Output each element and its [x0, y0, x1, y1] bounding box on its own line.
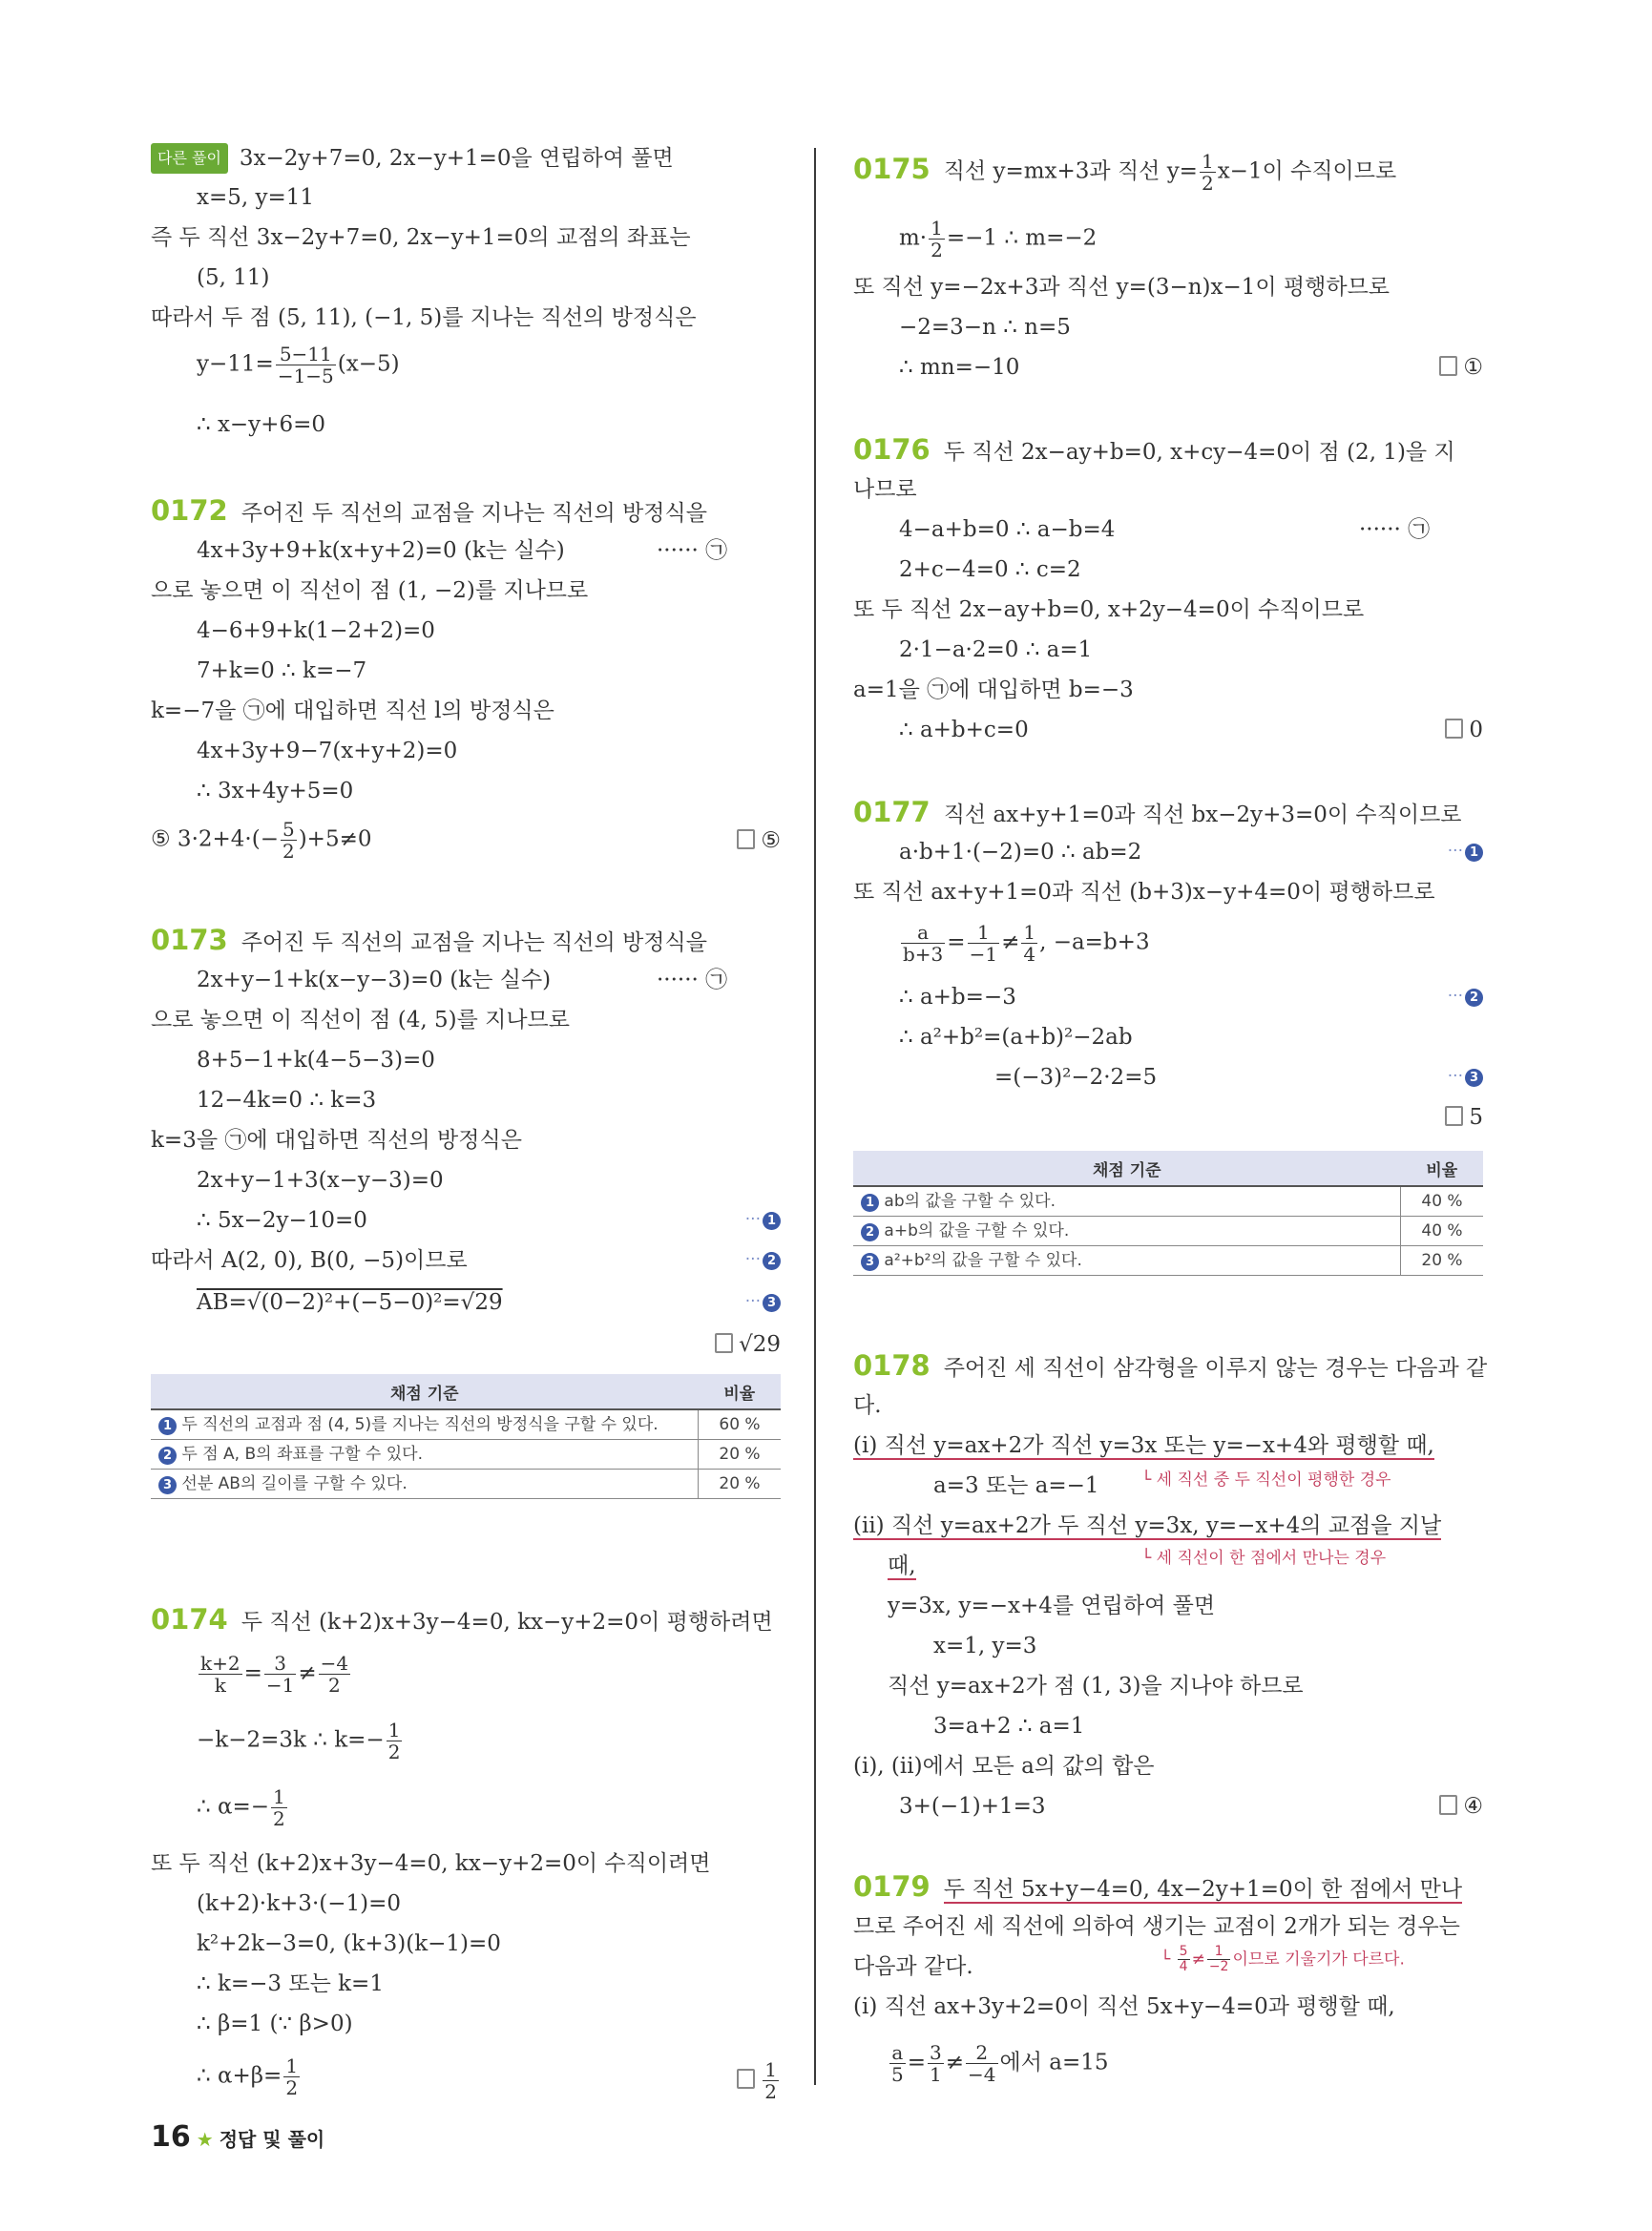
table-cell: 60 % — [699, 1409, 782, 1440]
text-line: 3+(−1)+1=3 — [899, 1794, 1046, 1819]
cell-text: 두 점 A, B의 좌표를 구할 수 있다. — [181, 1445, 423, 1464]
text: 3x−2y+7=0, 2x−y+1=0을 연립하여 풀면 — [239, 146, 674, 171]
denominator: 2 — [273, 1807, 285, 1830]
table-header: 채점 기준 — [853, 1151, 1401, 1186]
page-footer — [151, 2120, 324, 2154]
text-line: x=1, y=3 — [933, 1634, 1037, 1658]
note-text: 이므로 기울기가 다르다. — [1232, 1950, 1405, 1970]
fraction — [264, 1653, 296, 1696]
step-circle: 2 — [158, 1447, 177, 1465]
text: 직선 ax+y+1=0과 직선 bx−2y+3=0이 수직이므로 — [943, 803, 1462, 827]
text: ≠ — [945, 2050, 965, 2075]
equation-line — [151, 819, 372, 862]
numerator: 3 — [930, 2041, 942, 2064]
annotation-note: └ 세 직선 중 두 직선이 평행한 경우 — [1141, 1470, 1391, 1490]
problem-header — [151, 926, 707, 957]
answer-value: ⑤ — [761, 828, 781, 853]
text-line: 으로 놓으면 이 직선이 점 (1, −2)를 지나므로 — [151, 578, 589, 603]
denominator: 4 — [1179, 1959, 1188, 1974]
text-line: −2=3−n ∴ n=5 — [899, 315, 1071, 340]
text-line: y=3x, y=−x+4를 연립하여 풀면 — [888, 1594, 1216, 1618]
dots: ··· — [744, 1210, 761, 1229]
denominator: −2 — [1208, 1959, 1229, 1974]
numerator: 2 — [966, 2042, 997, 2064]
denominator: −1−5 — [277, 365, 334, 387]
text: ≠ — [298, 1660, 317, 1686]
text-line: 따라서 A(2, 0), B(0, −5)이므로 — [151, 1248, 468, 1273]
cell-text: 선분 AB의 길이를 구할 수 있다. — [181, 1474, 408, 1493]
text-line: 4−a+b=0 ∴ a−b=4 — [899, 517, 1116, 542]
text-line: 므로 주어진 세 직선에 의하여 생기는 교점이 2개가 되는 경우는 — [853, 1914, 1460, 1939]
table-header: 채점 기준 — [151, 1374, 699, 1409]
text-line: 8+5−1+k(4−5−3)=0 — [197, 1048, 435, 1073]
problem-number: 0173 — [151, 924, 228, 956]
table-cell — [853, 1217, 1401, 1246]
answer-icon — [1445, 719, 1463, 739]
answer — [1439, 353, 1483, 382]
text-line: x=5, y=11 — [197, 185, 315, 210]
numerator: 1 — [1201, 150, 1214, 173]
step-circle: 1 — [861, 1194, 879, 1212]
step-circle: 3 — [1465, 1069, 1483, 1087]
answer-fraction — [763, 2059, 779, 2102]
text-line: 2+c−4=0 ∴ c=2 — [899, 557, 1081, 582]
denominator: 2 — [1201, 172, 1214, 195]
numerator: 1 — [387, 1719, 401, 1741]
fraction — [283, 2055, 300, 2098]
note-fraction — [1178, 1945, 1190, 1974]
answer-value: √29 — [739, 1332, 781, 1357]
fraction — [889, 2042, 906, 2085]
text: 주어진 두 직선의 교점을 지나는 직선의 방정식을 — [240, 501, 707, 526]
dots: ··· — [1447, 842, 1463, 861]
table-row — [151, 1470, 781, 1499]
note-text: ≠ — [1191, 1950, 1205, 1970]
table-row — [853, 1217, 1483, 1246]
text: =−1 ∴ m=−2 — [946, 225, 1098, 251]
equation-line — [853, 218, 1097, 261]
table-row — [151, 1440, 781, 1470]
text-line: =(−3)²−2·2=5 — [994, 1065, 1158, 1090]
dots: ··· — [744, 1250, 761, 1269]
answer-icon — [737, 2069, 755, 2089]
denominator: b+3 — [903, 943, 944, 966]
text: 주어진 두 직선의 교점을 지나는 직선의 방정식을 — [240, 930, 707, 955]
numerator: 1 — [931, 217, 943, 240]
text-line: 또 직선 y=−2x+3과 직선 y=(3−n)x−1이 평행하므로 — [853, 275, 1391, 300]
fraction — [271, 1786, 287, 1829]
answer — [715, 1330, 781, 1359]
answer-icon — [715, 1333, 733, 1353]
table-cell — [151, 1409, 699, 1440]
step-circle: 1 — [763, 1212, 781, 1230]
text: ≠ — [1001, 929, 1020, 955]
step-circle: 1 — [158, 1417, 177, 1435]
fraction — [281, 819, 297, 862]
fraction — [1200, 151, 1216, 194]
problem-header — [151, 1605, 773, 1637]
table-cell — [853, 1186, 1401, 1217]
table-header: 비율 — [1401, 1151, 1484, 1186]
answer-value: ① — [1463, 355, 1483, 380]
underlined-text: (i) 직선 y=ax+2가 직선 y=3x 또는 y=−x+4와 평행할 때, — [853, 1433, 1434, 1458]
text-line: 따라서 두 점 (5, 11), (−1, 5)를 지나는 직선의 방정식은 — [151, 305, 697, 330]
column-divider — [814, 148, 816, 2085]
problem-number: 0174 — [151, 1603, 228, 1636]
page-number: 16 — [151, 2120, 191, 2154]
star-icon: ★ — [196, 2128, 214, 2151]
text: = — [907, 2050, 927, 2075]
table-header: 비율 — [699, 1374, 782, 1409]
denominator: 2 — [764, 2080, 777, 2103]
problem-header — [853, 151, 1396, 194]
step-marker-2 — [745, 1250, 781, 1270]
text-line: 또 두 직선 2x−ay+b=0, x+2y−4=0이 수직이므로 — [853, 597, 1365, 622]
equation-line — [853, 2042, 1109, 2085]
text-line: 또 직선 ax+y+1=0과 직선 (b+3)x−y+4=0이 평행하므로 — [853, 880, 1435, 905]
text: = — [947, 929, 966, 955]
text: m· — [899, 225, 928, 251]
text: (x−5) — [337, 351, 400, 377]
equation-line — [151, 2055, 302, 2098]
step-circle: 3 — [158, 1476, 177, 1494]
fraction — [928, 2042, 944, 2085]
text-line: 다. — [853, 1393, 882, 1418]
text: 에서 a=15 — [999, 2050, 1109, 2075]
fraction — [1021, 922, 1037, 965]
alt-solution-badge: 다른 풀이 — [151, 143, 228, 174]
text: ∴ α=− — [197, 1794, 270, 1820]
table-cell: 40 % — [1401, 1217, 1484, 1246]
table-row — [853, 1186, 1483, 1217]
text-line: (5, 11) — [197, 265, 270, 290]
denominator: −1 — [969, 943, 998, 966]
denominator: 1 — [930, 2063, 942, 2086]
cell-text: a²+b²의 값을 구할 수 있다. — [884, 1251, 1082, 1270]
fraction — [966, 2042, 997, 2085]
text-line: ∴ 3x+4y+5=0 — [197, 779, 354, 803]
underlined-text: 두 직선 5x+y−4=0, 4x−2y+1=0이 한 점에서 만나 — [943, 1877, 1463, 1902]
answer — [1439, 1792, 1483, 1821]
problem-number: 0178 — [853, 1349, 931, 1382]
text: 두 직선 (k+2)x+3y−4=0, kx−y+2=0이 평행하려면 — [240, 1610, 773, 1635]
equation-line — [151, 1653, 352, 1696]
cell-text: a+b의 값을 구할 수 있다. — [884, 1221, 1070, 1241]
text: ∴ α+β= — [197, 2063, 282, 2089]
problem-number: 0179 — [853, 1870, 931, 1903]
table-cell: 20 % — [1401, 1246, 1484, 1276]
text: = — [243, 1660, 262, 1686]
text-line — [853, 1552, 916, 1580]
text: x−1이 수직이므로 — [1217, 158, 1397, 184]
equation-line — [151, 344, 400, 386]
problem-header — [853, 1872, 1462, 1904]
text-line: AB=√(0−2)²+(−5−0)²=√29 — [197, 1290, 503, 1315]
denominator: 2 — [282, 840, 295, 863]
denominator: −1 — [265, 1674, 295, 1697]
dots: ··· — [1447, 987, 1463, 1006]
denominator: 2 — [285, 2076, 299, 2099]
fraction — [929, 218, 945, 261]
numerator: 1 — [273, 1785, 285, 1808]
text-line: ∴ a²+b²=(a+b)²−2ab — [899, 1025, 1133, 1050]
cell-text: ab의 값을 구할 수 있다. — [884, 1192, 1056, 1211]
section-title: 정답 및 풀이 — [219, 2128, 325, 2151]
text-line: k=−7을 ㉠에 대입하면 직선 l의 방정식은 — [151, 698, 554, 723]
text-line: 즉 두 직선 3x−2y+7=0, 2x−y+1=0의 교점의 좌표는 — [151, 225, 691, 250]
dots: ··· — [744, 1292, 761, 1311]
answer-value: ④ — [1463, 1794, 1483, 1819]
denominator: −4 — [968, 2063, 996, 2086]
cell-text: 두 직선의 교점과 점 (4, 5)를 지나는 직선의 방정식을 구할 수 있다. — [181, 1415, 659, 1434]
numerator: 5 — [1179, 1944, 1188, 1959]
step-marker-3 — [1448, 1067, 1483, 1087]
text-line: 나므로 — [853, 477, 917, 502]
text-line: 또 두 직선 (k+2)x+3y−4=0, kx−y+2=0이 수직이려면 — [151, 1851, 711, 1876]
denominator: k — [214, 1674, 226, 1697]
denominator: 5 — [891, 2063, 904, 2086]
tag-marker: ······ ㉠ — [657, 538, 728, 563]
dots: ··· — [1447, 1067, 1463, 1086]
text-line: ∴ mn=−10 — [899, 355, 1020, 380]
denominator: 4 — [1023, 943, 1036, 966]
step-marker-2 — [1448, 987, 1483, 1007]
table-row — [151, 1409, 781, 1440]
numerator: 5−11 — [276, 344, 336, 365]
text-line: (i) 직선 ax+3y+2=0이 직선 5x+y−4=0과 평행할 때, — [853, 1994, 1395, 2019]
text-line — [853, 1431, 1434, 1460]
text-line: ∴ a+b+c=0 — [899, 718, 1029, 742]
numerator: 1 — [968, 922, 999, 944]
table-cell: 20 % — [699, 1470, 782, 1499]
step-circle: 2 — [861, 1223, 879, 1241]
text-line: 다음과 같다. — [853, 1954, 973, 1979]
answer — [1445, 1103, 1483, 1132]
answer-value: 0 — [1469, 718, 1483, 742]
step-circle: 3 — [763, 1294, 781, 1312]
text: ⑤ 3·2+4·(− — [151, 826, 279, 852]
tag-marker: ······ ㉠ — [1359, 517, 1431, 542]
problem-header — [853, 1351, 1487, 1383]
text-line: ∴ k=−3 또는 k=1 — [197, 1971, 384, 1996]
problem-header — [853, 798, 1462, 829]
text-line: 4x+3y+9−7(x+y+2)=0 — [197, 739, 458, 763]
numerator: −4 — [320, 1652, 349, 1675]
fraction — [968, 922, 999, 965]
text-line: a=3 또는 a=−1 — [933, 1473, 1099, 1498]
numerator: a — [889, 2042, 906, 2064]
alt-solution-line — [151, 143, 674, 174]
denominator: 2 — [931, 239, 943, 261]
problem-number: 0172 — [151, 494, 228, 527]
text: −k−2=3k ∴ k=− — [197, 1727, 385, 1753]
note-text: 세 직선 중 두 직선이 평행한 경우 — [1156, 1470, 1391, 1490]
text: )+5≠0 — [298, 826, 372, 852]
text: 두 직선 2x−ay+b=0, x+cy−4=0이 점 (2, 1)을 지 — [943, 440, 1455, 465]
fraction — [319, 1653, 350, 1696]
numerator: 1 — [764, 2058, 777, 2081]
fraction — [199, 1653, 242, 1696]
text-line: 2x+y−1+k(x−y−3)=0 (k는 실수) — [197, 968, 552, 992]
equation-line — [853, 922, 1150, 965]
text-line: 7+k=0 ∴ k=−7 — [197, 658, 367, 683]
underlined-text: (ii) 직선 y=ax+2가 두 직선 y=3x, y=−x+4의 교점을 지날 — [853, 1513, 1442, 1538]
denominator: 2 — [328, 1674, 341, 1697]
numerator: 1 — [1207, 1945, 1231, 1960]
fraction — [901, 922, 945, 965]
fraction — [276, 344, 336, 386]
text: , −a=b+3 — [1039, 929, 1150, 955]
note-fraction — [1207, 1945, 1231, 1974]
annotation-note: └ 세 직선이 한 점에서 만나는 경우 — [1141, 1549, 1387, 1568]
step-circle: 3 — [861, 1253, 879, 1271]
text-line: ∴ a+b=−3 — [899, 985, 1016, 1010]
step-marker-1 — [1448, 842, 1483, 862]
underlined-text: 때, — [888, 1553, 916, 1578]
scoring-table — [853, 1151, 1483, 1276]
text-line: 2·1−a·2=0 ∴ a=1 — [899, 637, 1093, 662]
text-line: 3=a+2 ∴ a=1 — [933, 1714, 1085, 1739]
answer-icon — [737, 829, 755, 849]
step-marker-1 — [745, 1210, 781, 1230]
step-circle: 2 — [1465, 989, 1483, 1007]
answer-icon — [1439, 356, 1457, 376]
table-row — [853, 1246, 1483, 1276]
text-line: k=3을 ㉠에 대입하면 직선의 방정식은 — [151, 1128, 522, 1153]
numerator: 1 — [1023, 921, 1036, 944]
answer-icon — [1439, 1795, 1457, 1815]
text: y−11= — [197, 351, 274, 377]
denominator: 2 — [387, 1741, 401, 1763]
text-line: 4x+3y+9+k(x+y+2)=0 (k는 실수) — [197, 538, 565, 563]
problem-header — [151, 496, 707, 528]
problem-number: 0175 — [853, 152, 931, 185]
text-line: (i), (ii)에서 모든 a의 값의 합은 — [853, 1754, 1155, 1779]
text-line: k²+2k−3=0, (k+3)(k−1)=0 — [197, 1931, 501, 1956]
text-line — [853, 1512, 1441, 1540]
note-text: 세 직선이 한 점에서 만나는 경우 — [1156, 1549, 1387, 1568]
fraction — [387, 1720, 403, 1762]
text-line: 직선 y=ax+2가 점 (1, 3)을 지나야 하므로 — [888, 1674, 1304, 1699]
table-cell: 20 % — [699, 1440, 782, 1470]
text: 주어진 세 직선이 삼각형을 이루지 않는 경우는 다음과 같 — [943, 1356, 1488, 1381]
text-line: (k+2)·k+3·(−1)=0 — [197, 1891, 402, 1916]
numerator: 5 — [282, 818, 295, 841]
text-line: 4−6+9+k(1−2+2)=0 — [197, 618, 435, 643]
problem-header — [853, 435, 1455, 467]
answer-icon — [1445, 1106, 1463, 1126]
scoring-table — [151, 1374, 781, 1499]
text: 직선 y=mx+3과 직선 y= — [943, 158, 1198, 184]
table-cell — [151, 1470, 699, 1499]
answer — [1445, 716, 1483, 744]
numerator: 1 — [285, 2054, 299, 2077]
problem-number: 0176 — [853, 433, 931, 466]
numerator: 3 — [264, 1653, 296, 1675]
numerator: k+2 — [200, 1652, 240, 1675]
answer-value: 5 — [1469, 1105, 1483, 1130]
step-circle: 1 — [1465, 844, 1483, 862]
text-line: a·b+1·(−2)=0 ∴ ab=2 — [899, 840, 1142, 865]
answer — [737, 826, 781, 855]
text-line: a=1을 ㉠에 대입하면 b=−3 — [853, 678, 1134, 702]
text-line: 2x+y−1+3(x−y−3)=0 — [197, 1168, 444, 1193]
annotation-note: └ $\frac{5}{4}$ ≠ $\frac{1}{-2}$ 이므로 기울기가 다르다. — [1161, 1944, 1405, 1974]
text-line: 으로 놓으면 이 직선이 점 (4, 5)를 지나므로 — [151, 1008, 570, 1032]
tag-marker: ······ ㉠ — [657, 968, 728, 992]
equation-line — [151, 1720, 404, 1762]
text-line: ∴ β=1 (∵ β>0) — [197, 2012, 353, 2036]
problem-number: 0177 — [853, 796, 931, 828]
step-marker-3 — [745, 1292, 781, 1312]
step-circle: 2 — [763, 1252, 781, 1270]
text-line: 12−4k=0 ∴ k=3 — [197, 1088, 377, 1113]
table-cell — [151, 1440, 699, 1470]
table-cell — [853, 1246, 1401, 1276]
text-line: ∴ x−y+6=0 — [197, 412, 325, 437]
numerator: a — [901, 922, 945, 944]
answer — [737, 2059, 781, 2102]
equation-line — [151, 1786, 289, 1829]
table-cell: 40 % — [1401, 1186, 1484, 1217]
text-line: ∴ 5x−2y−10=0 — [197, 1208, 367, 1233]
